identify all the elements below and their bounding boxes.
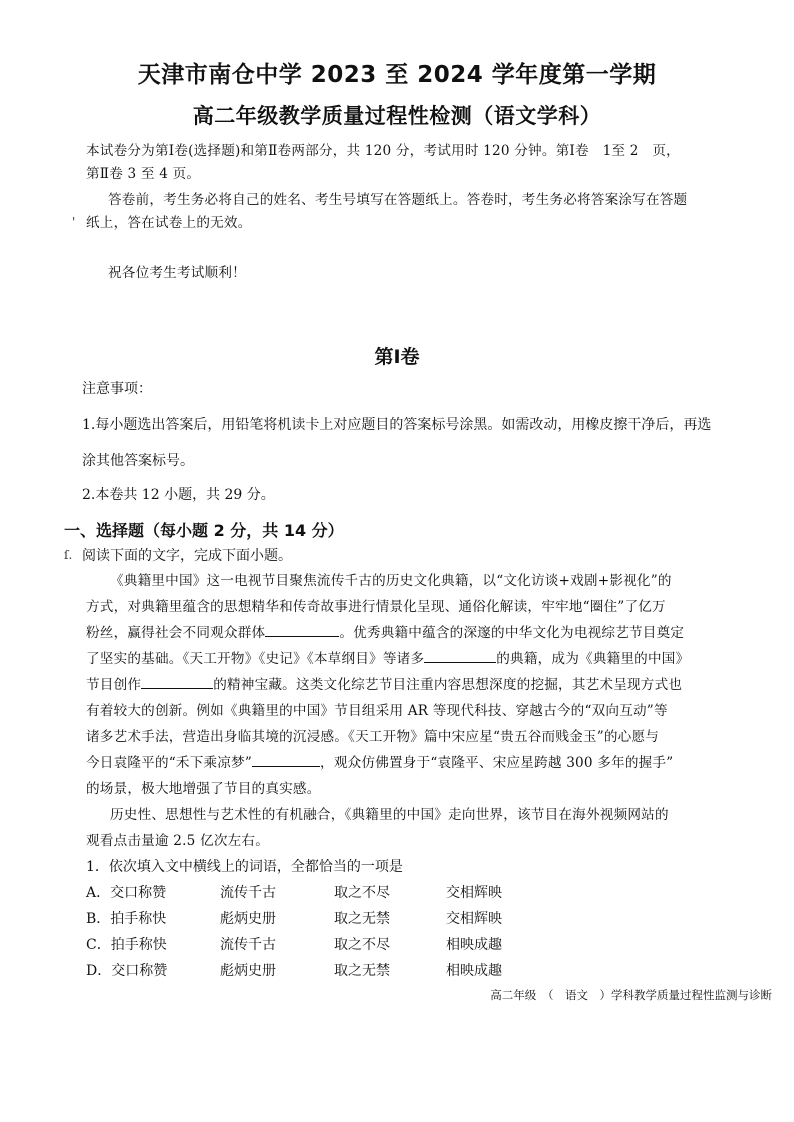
intro-line-1: 本试卷分为第Ⅰ卷(选择题)和第Ⅱ卷两部分，共 120 分，考试用时 120 分钟。第Ⅰ卷 1至 2 页， [86, 143, 680, 159]
exam-subtitle: 高二年级教学质量过程性检测（语文学科） [192, 104, 602, 128]
option-label: A．交口称赞 [86, 885, 167, 901]
passage-line: 《典籍里中国》这一电视节目聚焦流传千古的历史文化典籍，以“文化访谈+戏剧+影视化”的 [110, 573, 672, 589]
option-word: 彪炳史册 [220, 911, 276, 927]
intro-line-2: 第Ⅱ卷 3 至 4 页。 [86, 166, 201, 182]
option-word: 取之不尽 [334, 937, 390, 953]
intro-line-4: 纸上，答在试卷上的无效。 [86, 215, 252, 231]
reading-instruction: 阅读下面的文字，完成下面小题。 [82, 548, 292, 564]
notice-item-1: 1.每小题选出答案后，用铅笔将机读卡上对应题目的答案标号涂黑。如需改动，用橡皮擦干净后，再选 [82, 417, 712, 433]
passage-line [86, 648, 689, 670]
option-word: 彪炳史册 [220, 963, 276, 979]
passage-line: 观看点击量逾 2.5 亿次左右。 [86, 833, 269, 849]
passage-text: 的典籍，成为《典籍里的中国》 [496, 651, 690, 667]
option-word: 取之无禁 [334, 963, 390, 979]
option-word: 交相辉映 [446, 885, 502, 901]
passage-text: 。优秀典籍中蕴含的深邃的中华文化为电视综艺节目奠定 [339, 625, 685, 641]
fill-blank-3 [141, 674, 213, 689]
passage-text: 节目创作 [86, 677, 142, 693]
section-heading: 一、选择题（每小题 2 分，共 14 分） [64, 521, 344, 540]
volume-title: 第Ⅰ卷 [374, 346, 420, 368]
page-footer: 高二年级 （ 语文 ）学科教学质量过程性监测与诊断 [490, 988, 772, 1002]
option-label: C．拍手称快 [86, 937, 167, 953]
notice-item-2: 2.本卷共 12 小题，共 29 分。 [82, 487, 275, 503]
intro-line-3: 答卷前，考生务必将自己的姓名、考生号填写在答题纸上。答卷时，考生务必将答案涂写在答题 [108, 192, 688, 208]
passage-text: 的精神宝藏。这类文化综艺节目注重内容思想深度的挖掘，其艺术呈现方式也 [213, 677, 683, 693]
passage-line [86, 622, 684, 644]
scan-mark-2: ſ. [64, 548, 73, 562]
option-word: 流传千古 [220, 937, 276, 953]
option-word: 取之无禁 [334, 911, 390, 927]
option-word: 流传千古 [220, 885, 276, 901]
option-label: B．拍手称快 [86, 911, 167, 927]
passage-line: 有着较大的创新。例如《典籍里的中国》节目组采用 AR 等现代科技、穿越古今的“双向互动”等 [86, 703, 668, 719]
passage-text: 了坚实的基础。《天工开物》《史记》《本草纲目》等诸多 [86, 651, 425, 667]
notice-item-1-cont: 涂其他答案标号。 [82, 453, 194, 469]
option-word: 相映成趣 [446, 963, 502, 979]
fill-blank-1 [265, 622, 339, 637]
option-word: 交相辉映 [446, 911, 502, 927]
passage-text: 粉丝，赢得社会不同观众群体 [86, 625, 266, 641]
passage-line: 诸多艺术手法，营造出身临其境的沉浸感。《天工开物》篇中宋应星“贵五谷而贱金玉”的心愿与 [86, 729, 660, 745]
option-word: 取之不尽 [334, 885, 390, 901]
option-word: 相映成趣 [446, 937, 502, 953]
notice-heading: 注意事项： [82, 381, 152, 397]
passage-line: 的场景，极大地增强了节目的真实感。 [86, 781, 321, 797]
passage-line [86, 674, 682, 696]
fill-blank-4 [252, 752, 320, 767]
passage-text: 今日袁隆平的“禾下乘凉梦” [86, 755, 253, 771]
question-1: 1．依次填入文中横线上的词语，全都恰当的一项是 [86, 859, 403, 875]
fill-blank-2 [424, 648, 496, 663]
scan-mark: ' [72, 215, 76, 229]
wish-text: 祝各位考生考试顺利！ [108, 265, 246, 281]
passage-text: ，观众仿佛置身于“袁隆平、宋应星跨越 300 多年的握手” [320, 755, 674, 771]
exam-title: 天津市南仓中学 2023 至 2024 学年度第一学期 [137, 62, 657, 88]
option-label: D．交口称赞 [86, 963, 168, 979]
passage-line [86, 752, 673, 774]
passage-line: 历史性、思想性与艺术性的有机融合，《典籍里的中国》走向世界，该节目在海外视频网站的 [110, 807, 669, 823]
passage-line: 方式，对典籍里蕴含的思想精华和传奇故事进行情景化呈现、通俗化解读，牢牢地“圈住”了亿万 [86, 599, 666, 615]
